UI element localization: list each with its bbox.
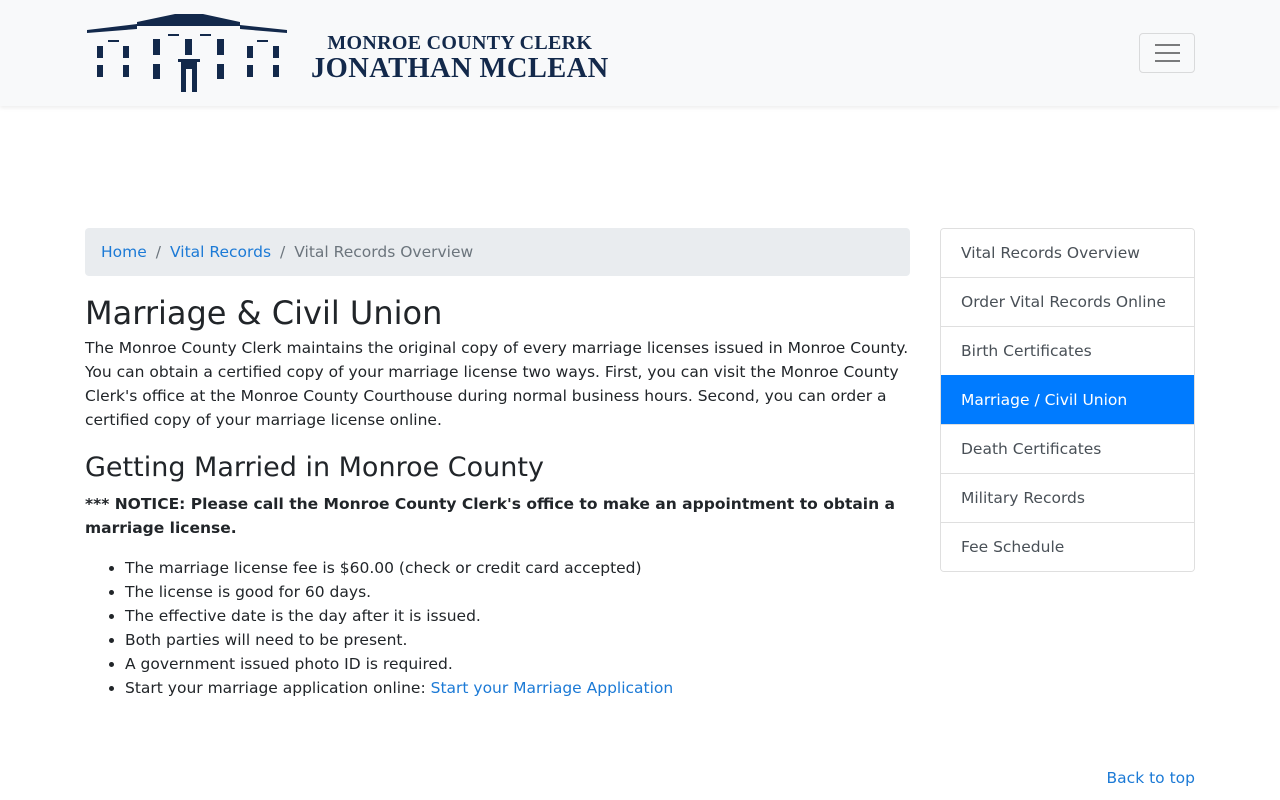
main-content xyxy=(85,290,910,700)
start-marriage-application-link[interactable]: Start your Marriage Application xyxy=(430,679,674,697)
application-prefix: Start your marriage application online: xyxy=(125,679,431,697)
sidebar-item-death-certificates[interactable]: Death Certificates xyxy=(941,424,1194,473)
menu-toggle-button[interactable] xyxy=(1139,33,1195,73)
sidebar-item-birth-certificates[interactable]: Birth Certificates xyxy=(941,326,1194,375)
breadcrumb-separator: / xyxy=(155,243,162,261)
sidebar-item-order-vital-records-online[interactable]: Order Vital Records Online xyxy=(941,277,1194,326)
intro-paragraph: The Monroe County Clerk maintains the original copy of every marriage licenses issued in Monroe County. You can obtain a certified copy of your marriage license two ways. First, you can visit the Monroe County Clerk's office at the Monroe County Courthouse during normal business hours. Second, you can order a certified copy of your marriage license online. xyxy=(85,339,909,429)
brand-clerk-name: JONATHAN MCLEAN xyxy=(311,53,609,84)
page-title: Marriage & Civil Union xyxy=(85,294,443,332)
breadcrumb-home[interactable]: Home xyxy=(101,243,147,261)
breadcrumb-current: Vital Records Overview xyxy=(294,243,474,261)
sidebar-item-military-records[interactable]: Military Records xyxy=(941,473,1194,522)
marriage-facts-list xyxy=(85,556,910,700)
sidebar-item-vital-records-overview[interactable]: Vital Records Overview xyxy=(941,229,1194,277)
appointment-notice: *** NOTICE: Please call the Monroe County Clerk's office to make an appointment to obtain a marriage license. xyxy=(85,495,896,537)
site-header xyxy=(0,0,1280,106)
brand-home-link[interactable] xyxy=(85,12,609,94)
hamburger-menu-icon xyxy=(1155,52,1180,54)
list-item: • The effective date is the day after it is issued. xyxy=(125,604,910,628)
list-item: • A government issued photo ID is required. xyxy=(125,652,910,676)
courthouse-icon xyxy=(85,12,289,94)
hamburger-menu-icon xyxy=(1155,44,1180,46)
hamburger-menu-icon xyxy=(1155,60,1180,62)
brand-text xyxy=(311,32,609,84)
breadcrumb-separator: / xyxy=(280,243,286,261)
breadcrumb-vital-records[interactable]: Vital Records xyxy=(170,243,272,261)
list-item xyxy=(125,676,910,700)
list-item: • The license is good for 60 days. xyxy=(125,580,910,604)
sidebar-item-fee-schedule[interactable]: Fee Schedule xyxy=(941,522,1194,571)
section-title: Getting Married in Monroe County xyxy=(85,452,544,483)
back-to-top-link[interactable]: Back to top xyxy=(1106,769,1195,787)
brand-office: MONROE COUNTY CLERK xyxy=(327,32,593,54)
vital-records-sidebar xyxy=(940,228,1195,572)
list-item: • Both parties will need to be present. xyxy=(125,628,910,652)
sidebar-item-marriage-civil-union[interactable]: Marriage / Civil Union xyxy=(941,375,1194,424)
breadcrumb xyxy=(85,228,910,276)
list-item: • The marriage license fee is $60.00 (check or credit card accepted) xyxy=(125,556,910,580)
